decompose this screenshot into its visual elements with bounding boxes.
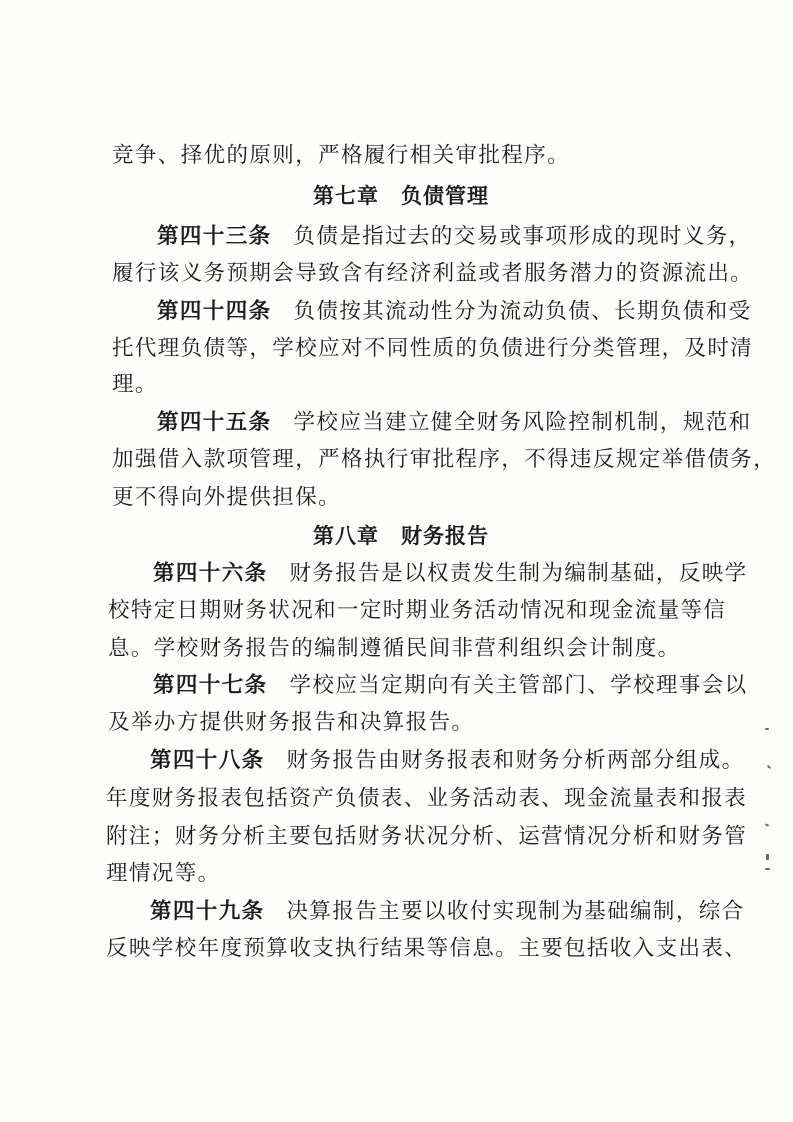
text-line: 反映学校年度预算收支执行结果等信息。主要包括收入支出表、 — [106, 936, 748, 961]
scan-mark — [766, 854, 769, 860]
article-first-line — [150, 897, 745, 927]
binding-marks — [759, 712, 779, 892]
article-first-line — [157, 222, 752, 252]
article-text: 财务报告是以权责发生制为编制基础，反映学 — [289, 561, 748, 586]
text-line: 理。 — [112, 372, 158, 397]
text-line: 年度财务报表包括资产负债表、业务活动表、现金流量表和报表 — [106, 786, 748, 811]
article-text: 决算报告主要以收付实现制为基础编制，综合 — [286, 899, 745, 924]
text-line: 竞争、择优的原则，严格履行相关审批程序。 — [112, 143, 571, 168]
article-first-line — [153, 559, 748, 589]
article-number: 第四十六条 — [153, 561, 268, 586]
article-number: 第四十四条 — [157, 299, 272, 324]
article-number: 第四十八条 — [150, 748, 265, 773]
article-number: 第四十三条 — [157, 224, 272, 249]
scan-mark — [765, 728, 769, 730]
article-text: 学校应当建立健全财务风险控制机制，规范和 — [293, 410, 752, 435]
article-text: 财务报告由财务报表和财务分析两部分组成。 — [286, 748, 745, 773]
article-text: 学校应当定期向有关主管部门、学校理事会以 — [289, 673, 748, 698]
text-line: 托代理负债等，学校应对不同性质的负债进行分类管理，及时清 — [112, 336, 754, 361]
article-first-line — [153, 671, 748, 701]
text-line: 息。学校财务报告的编制遵循民间非营利组织会计制度。 — [108, 636, 681, 661]
scan-mark — [765, 868, 770, 870]
article-number: 第四十七条 — [153, 673, 268, 698]
article-first-line — [150, 746, 745, 776]
article-number: 第四十五条 — [157, 410, 272, 435]
chapter-heading: 第八章 财务报告 — [313, 524, 489, 548]
article-number: 第四十九条 — [150, 899, 265, 924]
text-line: 附注；财务分析主要包括财务状况分析、运营情况分析和财务管 — [106, 824, 748, 849]
text-line: 理情况等。 — [106, 861, 221, 886]
text-line: 校特定日期财务状况和一定时期业务活动情况和现金流量等信 — [108, 598, 727, 623]
article-text: 负债是指过去的交易或事项形成的现时义务， — [293, 224, 752, 249]
article-first-line — [157, 408, 752, 438]
article-text: 负债按其流动性分为流动负债、长期负债和受 — [293, 299, 752, 324]
text-line: 及举办方提供财务报告和决算报告。 — [108, 710, 475, 735]
scan-mark — [765, 823, 769, 827]
text-line: 履行该义务预期会导致含有经济利益或者服务潜力的资源流出。 — [112, 261, 754, 286]
scan-mark — [767, 765, 771, 769]
text-line: 更不得向外提供担保。 — [112, 485, 342, 510]
article-first-line — [157, 297, 752, 327]
text-line: 加强借入款项管理，严格执行审批程序，不得违反规定举借债务， — [112, 447, 777, 472]
chapter-heading: 第七章 负债管理 — [313, 184, 489, 208]
